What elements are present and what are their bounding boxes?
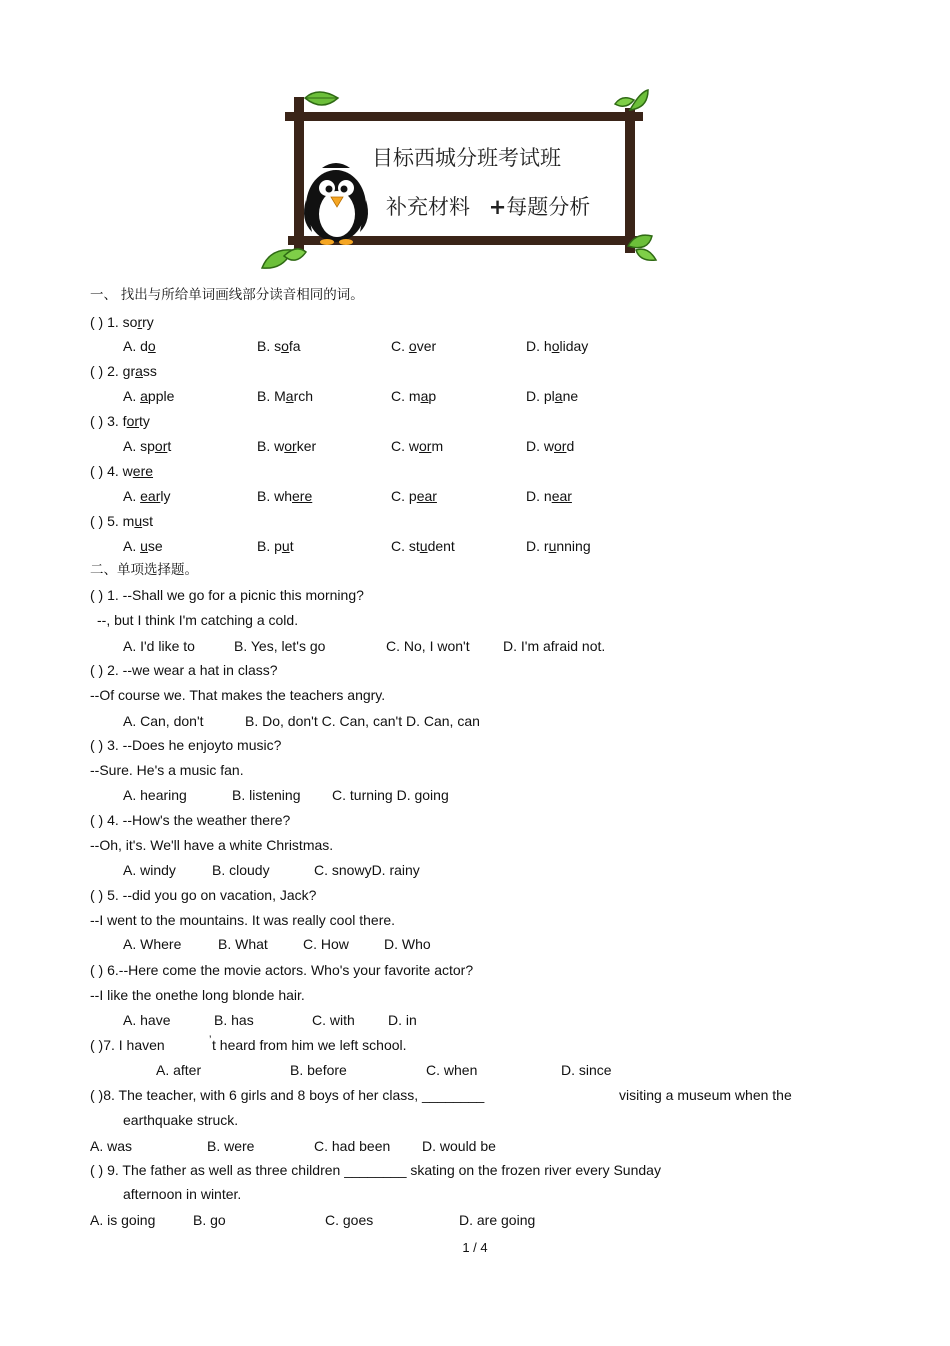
- opt-text: B. M: [257, 388, 286, 404]
- opt-underlined: u: [548, 538, 557, 554]
- s1-q1-option-a: [123, 337, 156, 355]
- s2-q9-option-b: B. go: [193, 1212, 226, 1228]
- opt-text: ver: [416, 338, 437, 354]
- header-title: 目标西城分班考试班: [372, 146, 561, 170]
- s1-q3-option-b: [257, 437, 316, 455]
- s2-q7-option-b: B. before: [290, 1062, 347, 1078]
- opt-underlined: or: [554, 438, 567, 454]
- stem-text: st: [142, 513, 154, 529]
- opt-underlined: ere: [292, 488, 313, 504]
- s2-q9-option-d: D. are going: [459, 1212, 536, 1228]
- stem-text: ( ) 4. w: [90, 463, 133, 479]
- opt-text: B. s: [257, 338, 282, 354]
- s2-q8-option-d: D. would be: [422, 1138, 496, 1154]
- s1-q2-option-d: [526, 387, 578, 405]
- s1-q5-option-b: [257, 537, 294, 555]
- s2-q1-option-c: C. No, I won't: [386, 638, 470, 654]
- s2-q8-stem-cont: visiting a museum when the: [619, 1087, 792, 1103]
- opt-text: p: [428, 388, 437, 404]
- s2-q2-reply: --Of course we. That makes the teachers angry.: [90, 687, 386, 703]
- s1-q5-option-d: [526, 537, 591, 555]
- opt-text: se: [147, 538, 163, 554]
- s1-q1-option-d: [526, 337, 588, 355]
- s2-q5-option-b: B. What: [218, 936, 268, 952]
- header-subtitle-a: 补充材料: [386, 195, 470, 219]
- opt-text: D. w: [526, 438, 554, 454]
- s1-q3-option-a: [123, 437, 171, 455]
- opt-underlined: a: [554, 388, 563, 404]
- s2-q3-reply: --Sure. He's a music fan.: [90, 762, 244, 778]
- s2-q5-stem: ( ) 5. --did you go on vacation, Jack?: [90, 887, 317, 903]
- opt-underlined: u: [281, 538, 290, 554]
- s2-q2-stem: ( ) 2. --we wear a hat in class?: [90, 662, 278, 678]
- s2-q1-reply: --, but I think I'm catching a cold.: [97, 612, 299, 628]
- s2-q6-option-d: D. in: [388, 1012, 417, 1028]
- s2-q4-reply: --Oh, it's. We'll have a white Christmas.: [90, 837, 334, 853]
- opt-text: A. sp: [123, 438, 155, 454]
- opt-text: B. p: [257, 538, 282, 554]
- opt-text: liday: [559, 338, 589, 354]
- s1-q2-option-c: [391, 387, 436, 405]
- s2-q3-stem: ( ) 3. --Does he enjoyto music?: [90, 737, 282, 753]
- stem-text: ( ) 1. so: [90, 314, 138, 330]
- s1-q2-option-a: [123, 387, 174, 405]
- leaf-icon: [262, 249, 306, 268]
- header-subtitle: [386, 191, 590, 221]
- opt-text: D. h: [526, 338, 552, 354]
- opt-text: t: [289, 538, 294, 554]
- s2-q7-stem-a: ( )7. I haven: [90, 1037, 165, 1053]
- section2-heading: 二、单项选择题。: [90, 562, 198, 577]
- opt-text: D. pl: [526, 388, 555, 404]
- s2-q3-option-cd: C. turning D. going: [332, 787, 449, 803]
- s1-q4-option-d: [526, 487, 572, 505]
- s1-q4-option-b: [257, 487, 312, 505]
- opt-text: C. st: [391, 538, 420, 554]
- s2-q9-option-c: C. goes: [325, 1212, 374, 1228]
- opt-text: rch: [293, 388, 314, 404]
- opt-underlined: ear: [416, 488, 437, 504]
- opt-underlined: o: [408, 338, 417, 354]
- opt-text: B. w: [257, 438, 285, 454]
- opt-text: C. m: [391, 388, 421, 404]
- s1-q4-stem: [90, 462, 153, 480]
- opt-text: A.: [123, 488, 141, 504]
- s2-q9-option-a: A. is going: [90, 1212, 156, 1228]
- s2-q4-stem: ( ) 4. --How's the weather there?: [90, 812, 291, 828]
- s1-q3-option-d: [526, 437, 574, 455]
- s1-q4-option-a: [123, 487, 170, 505]
- s1-q5-option-a: [123, 537, 163, 555]
- stem-underlined: u: [134, 513, 143, 529]
- opt-underlined: o: [551, 338, 560, 354]
- opt-text: C.: [391, 338, 409, 354]
- opt-text: ne: [562, 388, 579, 404]
- opt-text: m: [431, 438, 444, 454]
- stem-underlined: r: [137, 314, 143, 330]
- header-frame-illustration: [0, 0, 950, 280]
- opt-text: fa: [288, 338, 301, 354]
- opt-underlined: u: [419, 538, 428, 554]
- s1-q3-option-c: [391, 437, 443, 455]
- stem-text: ss: [142, 363, 157, 379]
- opt-text: A.: [123, 388, 141, 404]
- header-subtitle-b: 每题分析: [506, 195, 591, 219]
- s2-q8-stem-line2: earthquake struck.: [123, 1112, 239, 1128]
- s2-q5-option-a: A. Where: [123, 936, 182, 952]
- s2-q3-option-b: B. listening: [232, 787, 301, 803]
- s2-q6-option-a: A. have: [123, 1012, 171, 1028]
- opt-text: A.: [123, 538, 141, 554]
- opt-underlined: or: [284, 438, 297, 454]
- opt-underlined: or: [154, 438, 168, 454]
- opt-text: pple: [147, 388, 175, 404]
- opt-text: ker: [296, 438, 317, 454]
- s2-q7-option-a: A. after: [156, 1062, 202, 1078]
- s2-q6-option-c: C. with: [312, 1012, 355, 1028]
- s2-q7-option-d: D. since: [561, 1062, 612, 1078]
- opt-underlined: or: [419, 438, 432, 454]
- opt-underlined: a: [140, 388, 148, 404]
- opt-text: D. r: [526, 538, 549, 554]
- s1-q3-stem: [90, 412, 150, 430]
- stem-underlined: or: [126, 413, 140, 429]
- header-subtitle-plus: +: [488, 195, 507, 219]
- s1-q5-option-c: [391, 537, 455, 555]
- s2-q1-option-b: B. Yes, let's go: [234, 638, 326, 654]
- leaf-icon: [305, 92, 338, 105]
- s1-q5-stem: [90, 512, 153, 530]
- s1-q2-stem: [90, 362, 157, 380]
- s2-q9-stem-line2: afternoon in winter.: [123, 1186, 242, 1202]
- s2-q3-option-a: A. hearing: [123, 787, 187, 803]
- s2-q7-option-c: C. when: [426, 1062, 478, 1078]
- opt-text: nning: [556, 538, 591, 554]
- opt-text: dent: [427, 538, 455, 554]
- stem-text: ry: [142, 314, 154, 330]
- page-number: 1 / 4: [462, 1240, 488, 1255]
- s2-q9-stem: ( ) 9. The father as well as three children ________ skating on the frozen river every Sunday: [90, 1162, 661, 1178]
- opt-text: B. wh: [257, 488, 293, 504]
- s2-q2-option-a: A. Can, don't: [123, 713, 204, 729]
- opt-underlined: o: [281, 338, 289, 354]
- s2-q5-option-d: D. Who: [384, 936, 431, 952]
- opt-underlined: a: [420, 388, 429, 404]
- opt-underlined: u: [140, 538, 148, 554]
- opt-text: t: [167, 438, 172, 454]
- opt-text: ly: [160, 488, 171, 504]
- opt-text: d: [566, 438, 575, 454]
- opt-text: C. w: [391, 438, 419, 454]
- stem-underlined: a: [135, 363, 143, 379]
- s1-q1-option-c: [391, 337, 436, 355]
- opt-underlined: a: [285, 388, 294, 404]
- opt-text: A. d: [123, 338, 148, 354]
- stem-text: ( ) 2. gr: [90, 363, 136, 379]
- stem-text: ( ) 5. m: [90, 513, 135, 529]
- stem-underlined: ere: [132, 463, 154, 479]
- section1-heading: 一、 找出与所给单词画线部分读音相同的词。: [90, 287, 364, 302]
- s2-q6-option-b: B. has: [214, 1012, 254, 1028]
- s2-q7-stem-b: t heard from him we left school.: [212, 1037, 407, 1053]
- s2-q6-stem: ( ) 6.--Here come the movie actors. Who's your favorite actor?: [90, 962, 474, 978]
- s2-q8-option-b: B. were: [207, 1138, 255, 1154]
- s2-q8-option-a: A. was: [90, 1138, 133, 1154]
- s2-q1-option-a: A. I'd like to: [123, 638, 195, 654]
- opt-text: D. n: [526, 488, 552, 504]
- s2-q2-option-bcd: B. Do, don't C. Can, can't D. Can, can: [245, 713, 480, 729]
- s1-q2-option-b: [257, 387, 313, 405]
- s2-q4-option-a: A. windy: [123, 862, 176, 878]
- opt-underlined: o: [147, 338, 156, 354]
- s1-q4-option-c: [391, 487, 437, 505]
- s2-q8-stem: ( )8. The teacher, with 6 girls and 8 boys of her class, ________: [90, 1087, 485, 1103]
- s2-q1-stem: ( ) 1. --Shall we go for a picnic this morning?: [90, 587, 364, 603]
- s1-q1-option-b: [257, 337, 301, 355]
- stem-text: ty: [139, 413, 150, 429]
- s2-q4-option-b: B. cloudy: [212, 862, 270, 878]
- stem-text: ( ) 3. f: [90, 413, 127, 429]
- opt-text: C. p: [391, 488, 417, 504]
- s2-q5-reply: --I went to the mountains. It was really cool there.: [90, 912, 396, 928]
- s2-q4-option-cd: C. snowyD. rainy: [314, 862, 420, 878]
- s2-q8-option-c: C. had been: [314, 1138, 391, 1154]
- leaf-icon: [615, 90, 648, 110]
- penguin-icon: [304, 163, 368, 245]
- s1-q1-stem: [90, 313, 154, 331]
- s2-q7-apostrophe: ’: [209, 1034, 212, 1046]
- s2-q6-reply: --I like the onethe long blonde hair.: [90, 987, 305, 1003]
- s2-q1-option-d: D. I'm afraid not.: [503, 638, 606, 654]
- opt-underlined: ear: [551, 488, 572, 504]
- s2-q5-option-c: C. How: [303, 936, 349, 952]
- opt-underlined: ear: [140, 488, 161, 504]
